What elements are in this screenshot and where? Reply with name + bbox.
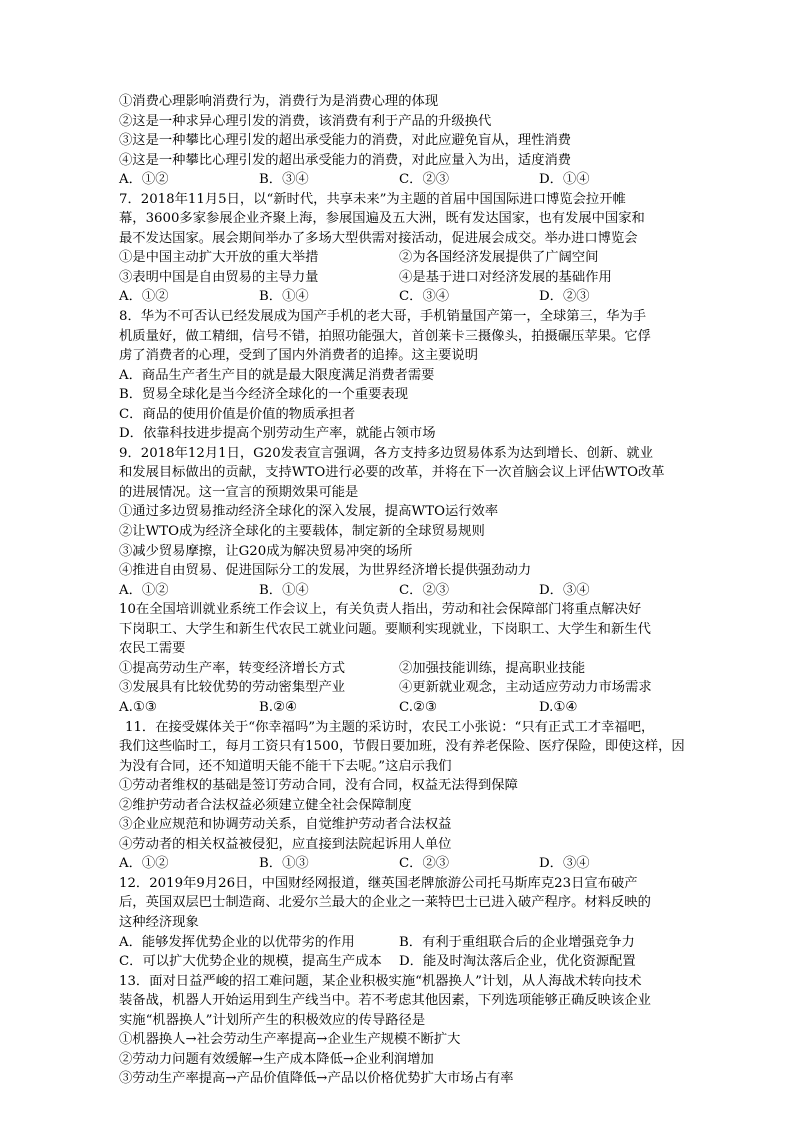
choice-b: B．贸易全球化是当今经济全球化的一个重要表现 (119, 387, 409, 403)
choice-a: A．商品生产者生产目的就是最大限度满足消费者需要 (119, 367, 435, 383)
choice-a: A．能够发挥优势企业的以优带劣的作用 (119, 934, 355, 950)
question-9 (119, 444, 679, 600)
option-line: ④劳动者的相关权益被侵犯，应直接到法院起诉用人单位 (119, 836, 452, 852)
exam-page (119, 92, 685, 1089)
question-stem: 下岗职工、大学生和新生代农民工就业问题。要顺利实现就业，下岗职工、大学生和新生代 (119, 621, 651, 637)
choice-c: C．可以扩大优势企业的规模，提高生产成本 (119, 954, 382, 970)
choice-a: A．①② (119, 856, 169, 872)
option-line: ④这是一种攀比心理引发的超出承受能力的消费，对此应量入为出，适度消费 (119, 152, 572, 168)
option-row (119, 268, 679, 288)
choice-c: C．②③ (399, 172, 450, 188)
question-stem: 11．在接受媒体关于“你幸福吗”为主题的采访时，农民工小张说：“只有正式工才幸福吧， (125, 719, 655, 735)
choice-b: B．有利于重组联合后的企业增强竞争力 (399, 934, 635, 950)
question-stem: 实施“机器换人”计划所产生的积极效应的传导路径是 (119, 1012, 426, 1028)
option-2: ②加强技能训练，提高职业技能 (399, 660, 586, 676)
choice-a: A.①③ (119, 699, 157, 715)
option-line: ②让WTO成为经济全球化的主要载体，制定新的全球贸易规则 (119, 524, 485, 540)
option-line: ④推进自由贸易、促进国际分工的发展，为世界经济增长提供强劲动力 (119, 563, 532, 579)
question-stem: 最不发达国家。展会期间举办了多场大型供需对接活动，促进展会成交。举办进口博览会 (119, 230, 638, 246)
option-3: ③发展具有比较优势的劳动密集型产业 (119, 680, 346, 696)
option-line: ③劳动生产率提高→产品价值降低→产品以价格优势扩大市场占有率 (119, 1071, 514, 1087)
choice-c: C．③④ (399, 289, 450, 305)
question-stem: 这种经济现象 (119, 914, 199, 930)
option-line: ③企业应规范和协调劳动关系，自觉维护劳动者合法权益 (119, 817, 452, 833)
option-row (119, 952, 679, 972)
question-11 (119, 718, 685, 874)
question-stem: 12．2019年9月26日，中国财经网报道，继英国老牌旅游公司托马斯库克23日宣布破产 (119, 875, 638, 891)
choice-row (119, 170, 679, 190)
choice-c: C．商品的使用价值是价值的物质承担者 (119, 406, 356, 422)
choice-row (119, 854, 679, 874)
question-stem: 虏了消费者的心理，受到了国内外消费者的追捧。这主要说明 (119, 348, 479, 364)
question-7 (119, 190, 679, 307)
question-12 (119, 874, 679, 972)
question-stem: 幕，3600多家参展企业齐聚上海，参展国遍及五大洲，既有发达国家，也有发展中国家和 (119, 211, 645, 227)
option-line: ②这是一种求异心理引发的消费，该消费有利于产品的升级换代 (119, 113, 492, 129)
option-line: ③这是一种攀比心理引发的超出承受能力的消费，对此应避免盲从，理性消费 (119, 133, 572, 149)
option-4: ④是基于进口对经济发展的基础作用 (399, 269, 612, 285)
choice-b: B.②④ (259, 699, 297, 715)
question-stem: 后，英国双层巴士制造商、北爱尔兰最大的企业之一莱特巴士已进入破产程序。材料反映的 (119, 895, 651, 911)
option-row (119, 678, 679, 698)
option-1: ①是中国主动扩大开放的重大举措 (119, 250, 319, 266)
option-row (119, 248, 679, 268)
option-1: ①提高劳动生产率，转变经济增长方式 (119, 660, 346, 676)
question-stem: 9．2018年12月1日，G20发表宣言强调，各方支持多边贸易体系为达到增长、创新、就业 (119, 445, 654, 461)
question-10 (119, 600, 679, 717)
question-stem: 和发展目标做出的贡献，支持WTO进行必要的改革，并将在下一次首脑会议上评估WTO改革 (119, 465, 665, 481)
choice-c: C.②③ (399, 699, 437, 715)
question-stem: 农民工需要 (119, 641, 186, 657)
question-8 (119, 307, 679, 444)
choice-b: B．③④ (259, 172, 309, 188)
question-stem: 机质量好，做工精细，信号不错，拍照功能强大，首创莱卡三摄像头，拍摄碾压苹果。它俘 (119, 328, 651, 344)
question-stem: 10在全国培训就业系统工作会议上，有关负责人指出，劳动和社会保障部门将重点解决好 (119, 602, 642, 618)
choice-b: B．①④ (259, 289, 309, 305)
option-row (119, 933, 679, 953)
question-stem: 7．2018年11月5日，以“新时代，共享未来”为主题的首届中国国际进口博览会拉开帷 (119, 191, 626, 207)
choice-a: A．①② (119, 289, 169, 305)
option-line: ②劳动力问题有效缓解→生产成本降低→企业利润增加 (119, 1051, 434, 1067)
choice-d: D．①④ (539, 172, 590, 188)
choice-row (119, 698, 679, 718)
choice-d: D．能及时淘汰落后企业，优化资源配置 (399, 954, 636, 970)
choice-d: D．③④ (539, 856, 590, 872)
choice-c: C．②③ (399, 856, 450, 872)
choice-d: D．③④ (539, 582, 590, 598)
question-13 (119, 972, 679, 1089)
option-2: ②为各国经济发展提供了广阔空间 (399, 250, 599, 266)
option-line: ①机器换人→社会劳动生产率提高→企业生产规模不断扩大 (119, 1032, 461, 1048)
choice-row (119, 287, 679, 307)
option-line: ③减少贸易摩擦，让G20成为解决贸易冲突的场所 (119, 543, 413, 559)
question-stem: 我们这些临时工，每月工资只有1500，节假日要加班，没有养老保险、医疗保险，即使这样，因 (119, 739, 685, 755)
choice-d: D．②③ (539, 289, 590, 305)
choice-c: C．②③ (399, 582, 450, 598)
choice-d: D.①④ (539, 699, 578, 715)
choice-a: A．①② (119, 172, 169, 188)
choice-b: B．①③ (259, 856, 309, 872)
option-line: ①消费心理影响消费行为，消费行为是消费心理的体现 (119, 94, 439, 109)
question-stem: 为没有合同，还不知道明天能不能干下去呢。”这启示我们 (119, 758, 452, 774)
choice-a: A．①② (119, 582, 169, 598)
question-stem: 8．华为不可否认已经发展成为国产手机的老大哥，手机销量国产第一，全球第三，华为手 (119, 309, 647, 325)
option-3: ③表明中国是自由贸易的主导力量 (119, 269, 319, 285)
option-4: ④更新就业观念，主动适应劳动力市场需求 (399, 680, 652, 696)
choice-row (119, 581, 679, 601)
choice-d: D．依靠科技进步提高个别劳动生产率，就能占领市场 (119, 426, 436, 442)
question-stem: 的进展情况。这一宣言的预期效果可能是 (119, 484, 359, 500)
option-line: ②维护劳动者合法权益必须建立健全社会保障制度 (119, 797, 412, 813)
option-row (119, 659, 679, 679)
option-line: ①劳动者维权的基础是签订劳动合同，没有合同，权益无法得到保障 (119, 778, 518, 794)
question-stem: 装备战，机器人开始运用到生产线当中。若不考虑其他因素，下列选项能够正确反映该企业 (119, 993, 651, 1009)
question-6-tail (119, 92, 679, 190)
question-stem: 13．面对日益严峻的招工难问题，某企业积极实施“机器换人”计划，从人海战术转向技术 (119, 973, 642, 989)
option-line: ①通过多边贸易推动经济全球化的深入发展，提高WTO运行效率 (119, 504, 499, 520)
choice-b: B．①④ (259, 582, 309, 598)
